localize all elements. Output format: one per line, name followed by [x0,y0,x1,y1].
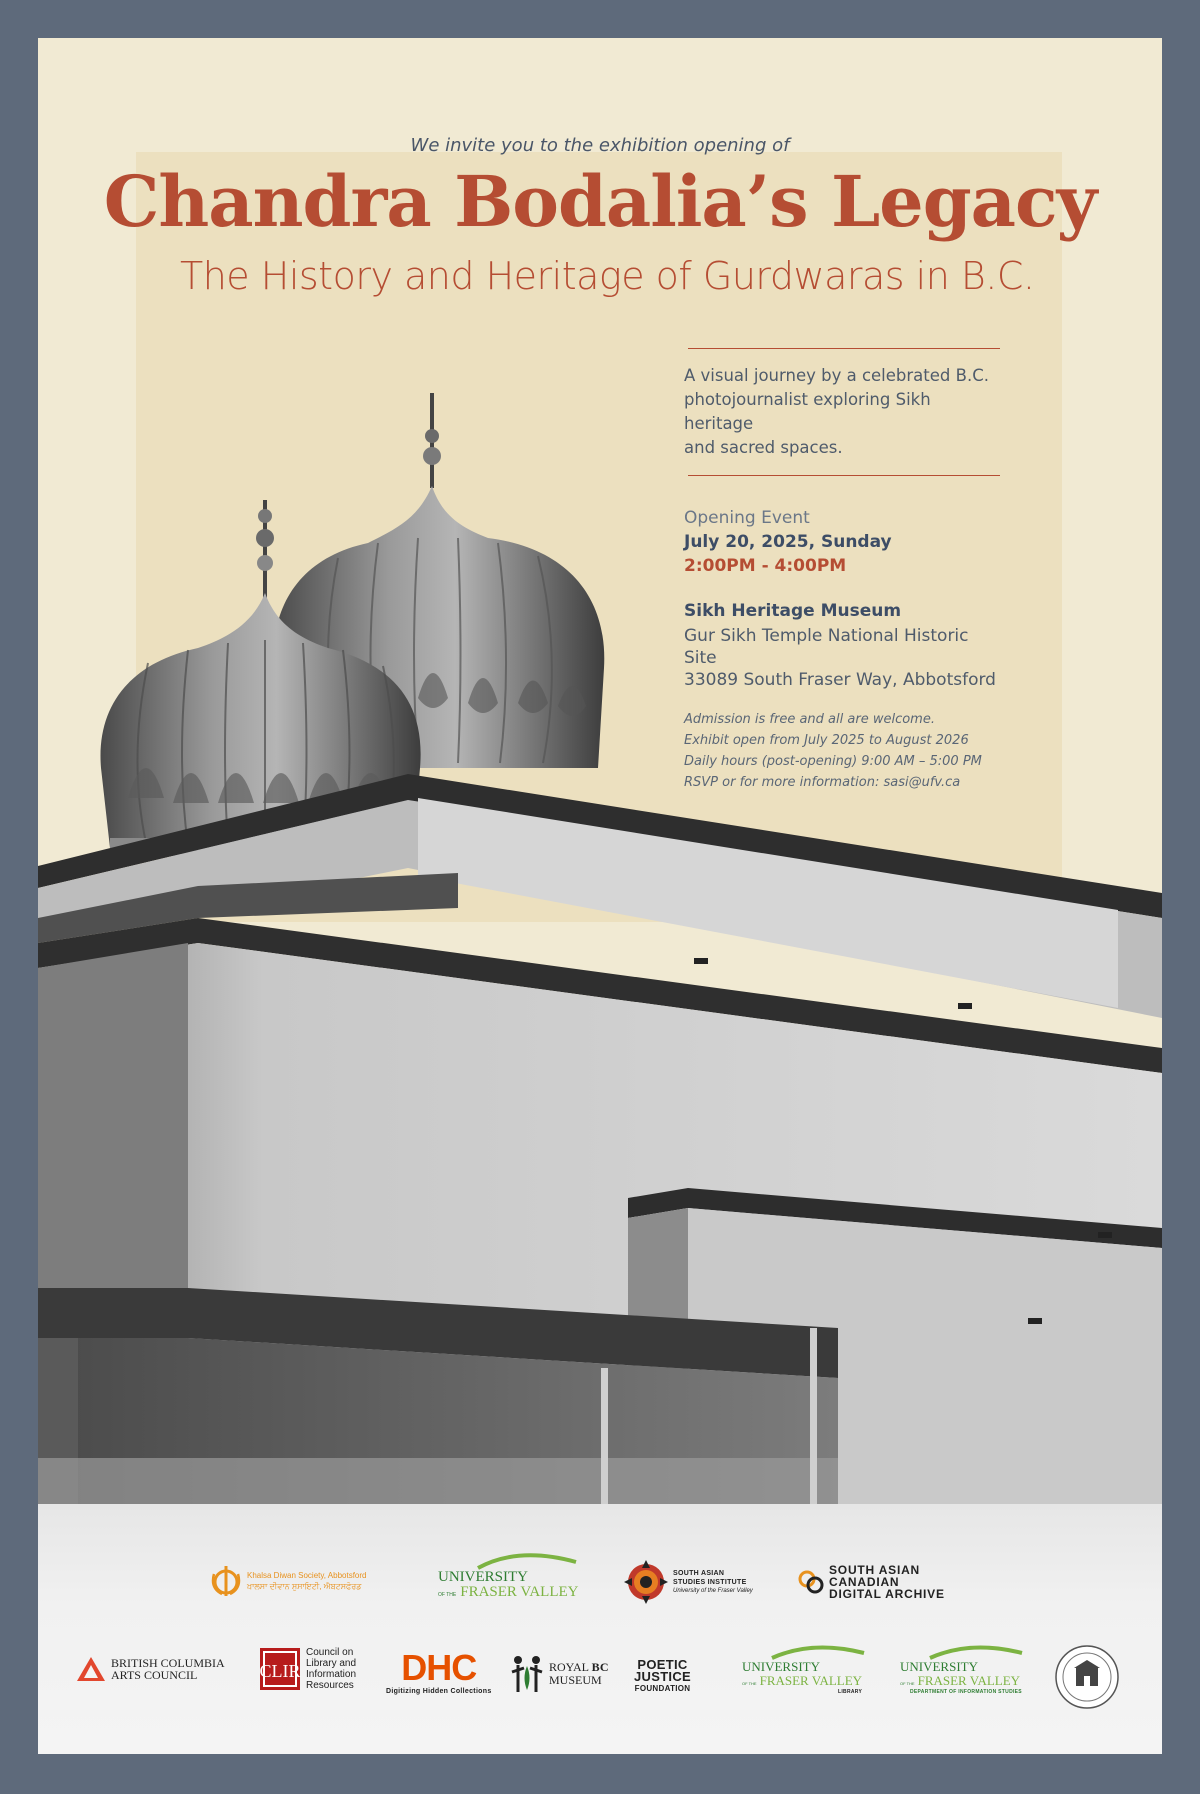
people-figures-icon [510,1654,544,1694]
logo-text: BRITISH COLUMBIA [111,1656,225,1670]
logo-text: FOUNDATION [634,1684,691,1693]
logo-text: Council on [306,1647,354,1658]
logo-text: JUSTICE [634,1669,692,1684]
exhibition-subtitle: The History and Heritage of Gurdwaras in B.C. [180,254,1035,298]
logo-text: BC [591,1660,609,1674]
logo-text: ROYAL [549,1660,589,1674]
ufv-swoosh-icon [742,1644,866,1660]
khanda-icon [210,1564,242,1598]
bcac-triangle-icon [76,1656,106,1682]
logo-text: MUSEUM [549,1673,602,1687]
address-line: 33089 South Fraser Way, Abbotsford [684,670,996,690]
logo-text: SOUTH ASIAN [673,1569,725,1577]
logo-text: FRASER VALLEY [460,1584,579,1600]
description [684,364,1004,460]
ufv-swoosh-icon [900,1644,1024,1660]
logo-text: Information [306,1669,357,1680]
note-line: Exhibit open from July 2025 to August 2026 [684,733,969,748]
logo-text: ARTS COUNCIL [111,1668,198,1682]
logo-text: UNIVERSITY [742,1659,820,1674]
logo-heritage-seal [1054,1644,1120,1710]
sacda-knot-icon [798,1569,824,1595]
note-line: Daily hours (post-opening) 9:00 AM – 5:00 PM [684,754,982,769]
logo-text: STUDIES INSTITUTE [673,1578,747,1586]
logo-sasi [624,1560,753,1604]
logo-text: OF THE [900,1681,915,1686]
logo-text: CANADIAN [829,1575,900,1589]
logo-text: UNIVERSITY [900,1659,978,1674]
description-line: photojournalist exploring Sikh heritage [684,390,931,433]
poster [38,38,1162,1754]
logo-clir [259,1647,356,1691]
logo-ufv-library [742,1644,866,1695]
logo-ufv [438,1552,578,1601]
event-venue: Sikh Heritage Museum [684,601,902,621]
event-label: Opening Event [684,508,810,528]
logo-poetic-justice [634,1659,691,1695]
description-line: and sacred spaces. [684,438,843,457]
logo-text: Resources [306,1680,354,1691]
divider-bottom [688,475,1000,476]
logo-text: Digitizing Hidden Collections [386,1688,492,1695]
event-time: 2:00PM - 4:00PM [684,556,847,576]
logo-ufv-dis [900,1644,1024,1695]
note-line: Admission is free and all are welcome. [684,712,935,727]
logo-text: OF THE [438,1592,457,1598]
logo-text: DIGITAL ARCHIVE [829,1587,945,1601]
logo-text: SOUTH ASIAN [829,1563,921,1577]
logo-text: University of the Fraser Valley [673,1587,753,1594]
logo-text: LIBRARY [838,1689,863,1695]
logo-text: ਖ਼ਾਲਸਾ ਦੀਵਾਨ ਸੁਸਾਇਟੀ, ਐਬਟਸਫੋਰਡ [247,1582,362,1591]
svg-text:CLIR: CLIR [259,1661,301,1681]
info-block [684,348,1004,793]
event-address [684,625,1004,691]
logo-text: Khalsa Diwan Society, Abbotsford [247,1571,367,1580]
event-notes [684,709,1004,793]
logo-text: DHC [401,1647,477,1688]
divider-top [688,348,1000,349]
note-line: RSVP or for more information: sasi@ufv.ca [684,775,961,790]
heritage-seal-icon [1054,1644,1120,1710]
sasi-emblem-icon [624,1560,668,1604]
clir-mark-icon [259,1647,301,1691]
logo-text: UNIVERSITY [438,1569,528,1585]
logo-text: POETIC [637,1657,688,1672]
address-line: Gur Sikh Temple National Historic Site [684,626,969,668]
ufv-swoosh-icon [438,1552,578,1570]
logo-text: FRASER VALLEY [759,1673,863,1688]
logo-sacda [798,1564,945,1600]
event-date: July 20, 2025, Sunday [684,532,892,552]
logo-khalsa-diwan [210,1564,366,1598]
logo-text: DEPARTMENT OF INFORMATION STUDIES [910,1689,1022,1695]
logo-bc-arts-council [76,1656,225,1682]
logo-text: OF THE [742,1681,757,1686]
logo-royal-bc-museum [510,1654,609,1694]
temple-building [38,774,1162,1504]
sponsor-footer [38,1504,1162,1754]
invite-line: We invite you to the exhibition opening of [410,135,790,156]
logo-text: FRASER VALLEY [917,1673,1021,1688]
description-line: A visual journey by a celebrated B.C. [684,366,989,385]
logo-text: Library and [306,1658,357,1669]
exhibition-title: Chandra Bodalia’s Legacy [103,160,1097,243]
logo-dhc [386,1647,492,1695]
